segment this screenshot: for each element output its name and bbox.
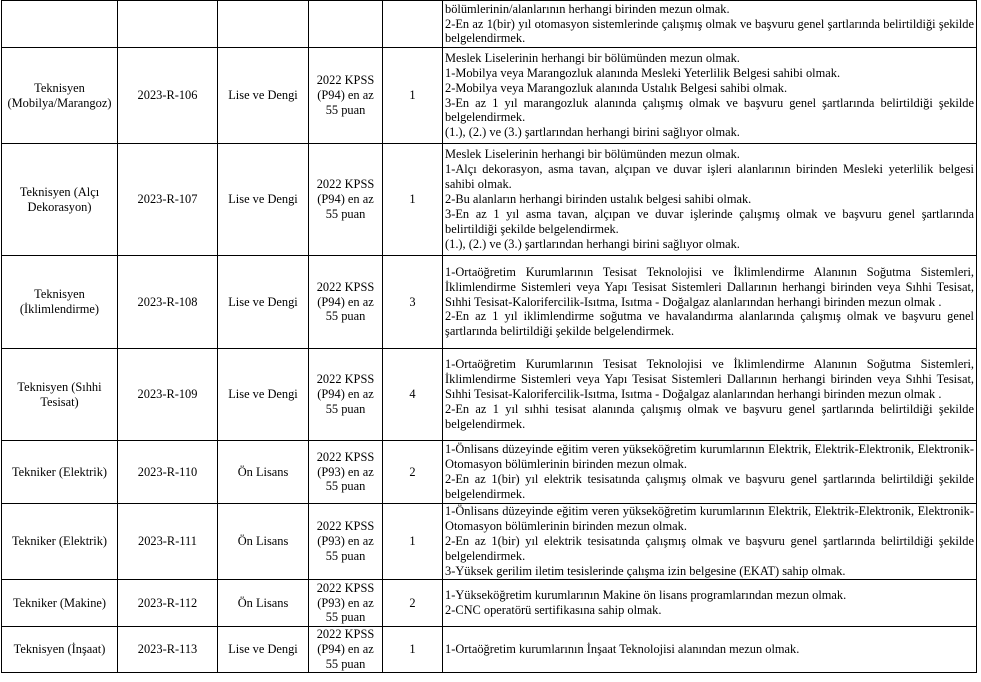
requirement-item: 1-Ortaöğretim kurumlarının İnşaat Teknolojisi alanından mezun olmak. — [445, 642, 800, 657]
education-level-cell: Ön Lisans — [218, 441, 309, 504]
position-code-cell: 2023-R-113 — [118, 627, 218, 673]
requirement-item: 1-Önlisans düzeyinde eğitim veren yükseköğretim kurumlarının Elektrik, Elektrik-Elektronik, Elektronik- Otomasyon bölümlerinin birinden mezun olmak. — [445, 442, 974, 472]
requirements-cell — [443, 441, 977, 504]
position-code-cell — [118, 1, 218, 48]
requirements-cell — [443, 1, 977, 48]
requirement-item: Meslek Liselerinin herhangi bir bölümünden mezun olmak. — [445, 147, 740, 162]
table-row — [2, 504, 977, 580]
requirement-item: 2-En az 1(bir) yıl elektrik tesisatında çalışmış olmak ve başvuru genel şartlarında belirtildiği şekilde belgelendirmek. — [445, 472, 974, 501]
requirement-item: (1.), (2.) ve (3.) şartlarından herhangi birini sağlıyor olmak. — [445, 236, 740, 251]
education-level-cell: Lise ve Dengi — [218, 144, 309, 256]
requirements-cell — [443, 580, 977, 627]
education-level-cell: Ön Lisans — [218, 504, 309, 580]
requirements-cell — [443, 256, 977, 349]
position-code-cell: 2023-R-111 — [118, 504, 218, 580]
position-title-cell: Teknisyen (Alçı Dekorasyon) — [2, 144, 118, 256]
requirement-item: 1-Ortaöğretim Kurumlarının Tesisat Teknolojisi ve İklimlendirme Alanının Soğutma Sistemleri, İklimlendirme Sistemleri veya Yapı Tesisat Sistemleri Dallarının herhangi birinden veya Sıhhi Tesisat, Sıhhi Tesisat-Kalorifercilik-Isıtma, Isıtma - Doğalgaz alanlarından herhangi birinden mezun olmak . — [445, 357, 974, 402]
requirement-item: 2-CNC operatörü sertifikasına sahip olmak. — [445, 603, 662, 617]
position-title-cell — [2, 1, 118, 48]
requirement-item: bölümlerinin/alanlarının herhangi birinden mezun olmak. — [445, 1, 730, 16]
kpss-score-cell: 2022 KPSS (P93) en az 55 puan — [309, 504, 383, 580]
table-row — [2, 349, 977, 441]
requirement-item: 1-Ortaöğretim Kurumlarının Tesisat Teknolojisi ve İklimlendirme Alanının Soğutma Sistemleri, İklimlendirme Sistemleri veya Yapı Tesisat Sistemleri Dallarının herhangi birinden veya Sıhhi Tesisat, Sıhhi Tesisat-Kalorifercilik-Isıtma, Isıtma - Doğalgaz alanlarından herhangi birinden mezun olmak . — [445, 264, 974, 309]
education-level-cell: Ön Lisans — [218, 580, 309, 627]
education-level-cell: Lise ve Dengi — [218, 349, 309, 441]
requirement-item: 2-En az 1(bir) yıl otomasyon sistemlerinde çalışmış olmak ve başvuru genel şartlarında belirtildiği şekilde belgelendirmek. — [445, 16, 974, 46]
position-count-cell: 1 — [383, 48, 443, 144]
position-code-cell: 2023-R-110 — [118, 441, 218, 504]
requirements-cell — [443, 144, 977, 256]
table-row — [2, 144, 977, 256]
requirement-item: 1-Önlisans düzeyinde eğitim veren yükseköğretim kurumlarının Elektrik, Elektrik-Elektronik, Elektronik- Otomasyon bölümlerinin birinden mezun olmak. — [445, 504, 974, 534]
education-level-cell: Lise ve Dengi — [218, 256, 309, 349]
requirement-item: 2-Bu alanların herhangi birinden ustalık belgesi sahibi olmak. — [445, 192, 752, 207]
position-count-cell: 1 — [383, 504, 443, 580]
table-row — [2, 256, 977, 349]
kpss-score-cell: 2022 KPSS (P94) en az 55 puan — [309, 627, 383, 673]
requirements-cell — [443, 48, 977, 144]
table-body — [2, 1, 977, 673]
requirement-item: 1-Alçı dekorasyon, asma tavan, alçıpan ve duvar işleri alanlarının birinden Mesleki yeterlilik belgesi sahibi olmak. — [445, 162, 974, 192]
position-count-cell: 1 — [383, 144, 443, 256]
kpss-score-cell: 2022 KPSS (P93) en az 55 puan — [309, 441, 383, 504]
kpss-score-cell: 2022 KPSS (P94) en az 55 puan — [309, 256, 383, 349]
requirement-item: 3-En az 1 yıl marangozluk alanında çalışmış olmak ve başvuru genel şartlarında belirtildiği şekilde belgelendirmek. — [445, 95, 974, 125]
requirement-item: 2-En az 1 yıl iklimlendirme soğutma ve havalandırma alanlarında çalışmış olmak ve başvuru genel şartlarında belirtildiği şekilde belgelendirmek. — [445, 309, 974, 339]
kpss-score-cell — [309, 1, 383, 48]
position-count-cell: 3 — [383, 256, 443, 349]
position-count-cell: 2 — [383, 580, 443, 627]
kpss-score-cell: 2022 KPSS (P94) en az 55 puan — [309, 144, 383, 256]
requirement-item: (1.), (2.) ve (3.) şartlarından herhangi birini sağlıyor olmak. — [445, 125, 740, 140]
requirement-item: Meslek Liselerinin herhangi bir bölümünden mezun olmak. — [445, 50, 740, 65]
table-row — [2, 441, 977, 504]
table-row — [2, 48, 977, 144]
requirement-item: 3-Yüksek gerilim iletim tesislerinde çalışma izin belgesine (EKAT) sahip olmak. — [445, 563, 846, 578]
table-row — [2, 580, 977, 627]
position-count-cell — [383, 1, 443, 48]
position-code-cell: 2023-R-107 — [118, 144, 218, 256]
education-level-cell — [218, 1, 309, 48]
education-level-cell: Lise ve Dengi — [218, 627, 309, 673]
position-title-cell: Tekniker (Elektrik) — [2, 504, 118, 580]
position-code-cell: 2023-R-106 — [118, 48, 218, 144]
table-row — [2, 627, 977, 673]
position-title-cell: Teknisyen (İklimlendirme) — [2, 256, 118, 349]
requirement-item: 2-En az 1(bir) yıl elektrik tesisatında çalışmış olmak ve başvuru genel şartlarında belirtildiği şekilde belgelendirmek. — [445, 534, 974, 563]
position-code-cell: 2023-R-112 — [118, 580, 218, 627]
kpss-score-cell: 2022 KPSS (P94) en az 55 puan — [309, 349, 383, 441]
education-level-cell: Lise ve Dengi — [218, 48, 309, 144]
position-title-cell: Tekniker (Makine) — [2, 580, 118, 627]
position-code-cell: 2023-R-109 — [118, 349, 218, 441]
requirements-cell — [443, 504, 977, 580]
position-count-cell: 2 — [383, 441, 443, 504]
position-code-cell: 2023-R-108 — [118, 256, 218, 349]
position-title-cell: Tekniker (Elektrik) — [2, 441, 118, 504]
position-count-cell: 1 — [383, 627, 443, 673]
position-title-cell: Teknisyen (Mobilya/Marangoz) — [2, 48, 118, 144]
table-row — [2, 1, 977, 48]
requirements-cell — [443, 627, 977, 673]
requirement-item: 2-En az 1 yıl sıhhi tesisat alanında çalışmış olmak ve başvuru genel şartlarında belirtildiği şekilde belgelendirmek. — [445, 401, 974, 431]
kpss-score-cell: 2022 KPSS (P94) en az 55 puan — [309, 48, 383, 144]
kpss-score-cell: 2022 KPSS (P93) en az 55 puan — [309, 580, 383, 627]
position-count-cell: 4 — [383, 349, 443, 441]
requirement-item: 1-Mobilya veya Marangozluk alanında Mesleki Yeterlilik Belgesi sahibi olmak. — [445, 65, 841, 80]
requirement-item: 2-Mobilya veya Marangozluk alanında Ustalık Belgesi sahibi olmak. — [445, 80, 788, 95]
requirement-item: 3-En az 1 yıl asma tavan, alçıpan ve duvar işlerinde çalışmış olmak ve başvuru genel şartlarında belirtildiği şekilde belgelendirmek. — [445, 206, 974, 236]
position-title-cell: Teknisyen (Sıhhi Tesisat) — [2, 349, 118, 441]
job-requirements-table — [1, 0, 977, 673]
position-title-cell: Teknisyen (İnşaat) — [2, 627, 118, 673]
requirements-cell — [443, 349, 977, 441]
requirement-item: 1-Yükseköğretim kurumlarının Makine ön lisans programlarından mezun olmak. — [445, 588, 847, 603]
